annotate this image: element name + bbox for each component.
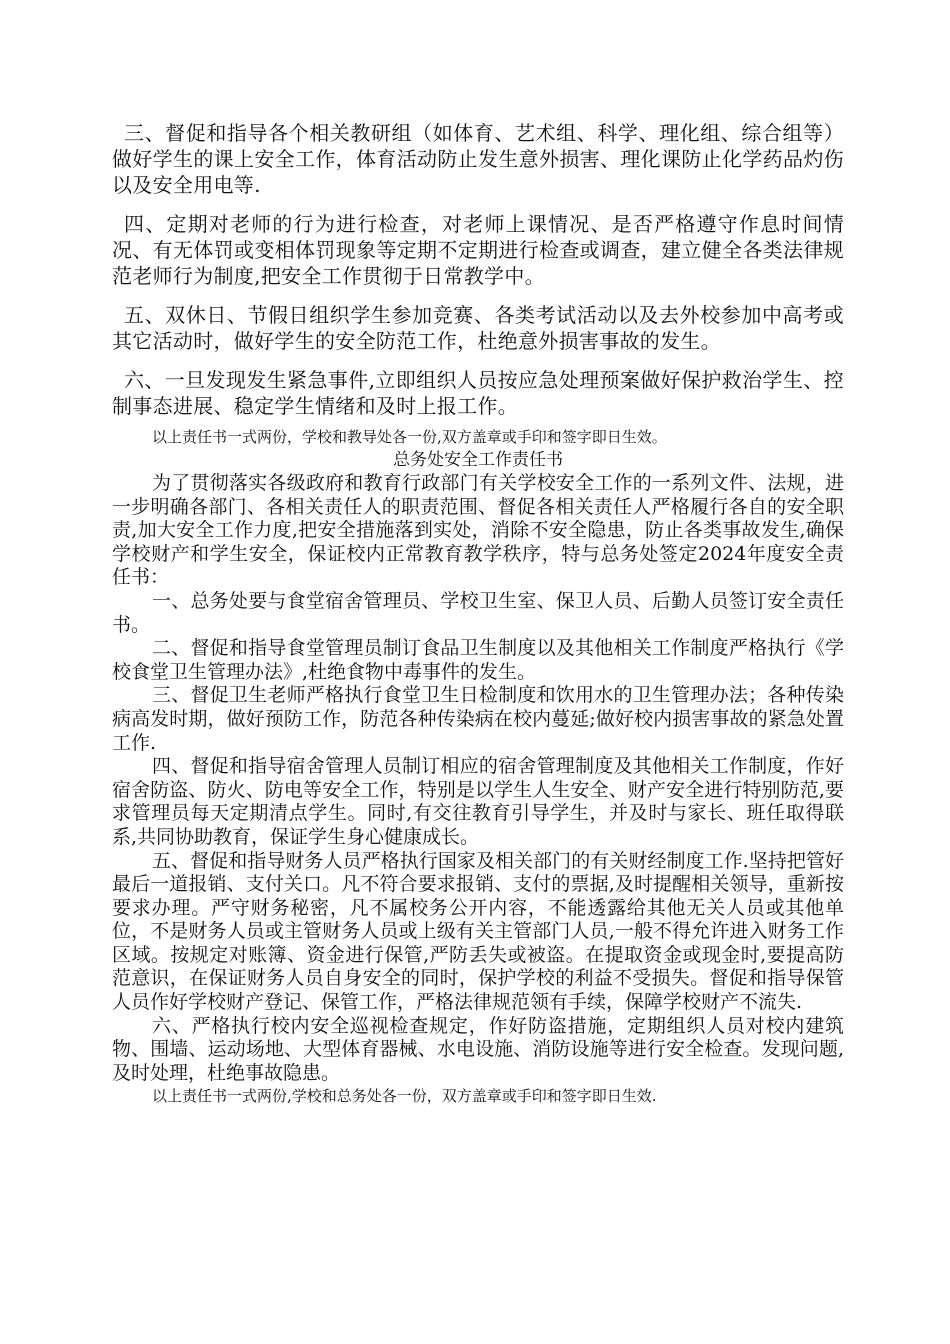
paragraph: 四、督促和指导宿舍管理人员制订相应的宿舍管理制度及其他相关工作制度，作好宿舍防盗、防火、防电等安全工作，特别是以学生人生安全、财产安全进行特别防范,要求管理员每天定期清点学生。同时,有交往教育引导学生，并及时与家长、班任取得联系,共同协助教育，保证学生身心健康成长。 bbox=[112, 755, 844, 848]
paragraph: 六、一旦发现发生紧急事件,立即组织人员按应急处理预案做好保护救治学生、控制事态进展、稳定学生情绪和及时上报工作。 bbox=[112, 368, 844, 418]
paragraph: 五、督促和指导财务人员严格执行国家及相关部门的有关财经制度工作.坚持把管好最后一道报销、支付关口。凡不符合要求报销、支付的票据,及时提醒相关领导，重新按要求办理。严守财务秘密，凡不属校务公开内容，不能透露给其他无关人员或其他单位，不是财务人员或主管财务人员或上级有关主管部门人员,一般不得允许进入财务工作区域。按规定对账簿、资金进行保管,严防丢失或被盗。在提取资金或现金时,要提高防范意识，在保证财务人员自身安全的同时，保护学校的利益不受损失。督促和指导保管人员作好学校财产登记、保管工作，严格法律规范领有手续，保障学校财产不流失. bbox=[112, 849, 844, 1014]
paragraph: 六、严格执行校内安全巡视检查规定，作好防盗措施，定期组织人员对校内建筑物、围墙、运动场地、大型体育器械、水电设施、消防设施等进行安全检查。发现问题,及时处理，杜绝事故隐患。 bbox=[112, 1014, 844, 1084]
paragraph: 三、督促卫生老师严格执行食堂卫生日检制度和饮用水的卫生管理办法；各种传染病高发时期，做好预防工作，防范各种传染病在校内蔓延;做好校内损害事故的紧急处置工作. bbox=[112, 684, 844, 754]
paragraph: 为了贯彻落实各级政府和教育行政部门有关学校安全工作的一系列文件、法规，进一步明确各部门、各相关责任人的职责范围、督促各相关责任人严格履行各自的安全职责,加大安全工作力度,把安全措施落到实处，消除不安全隐患，防止各类事故发生,确保学校财产和学生安全，保证校内正常教育教学秩序，特与总务处签定2024年度安全责任书： bbox=[112, 472, 844, 589]
paragraph: 五、双休日、节假日组织学生参加竞赛、各类考试活动以及去外校参加中高考或其它活动时，做好学生的安全防范工作，杜绝意外损害事故的发生。 bbox=[112, 303, 844, 353]
closing-note: 以上责任书一式两份,学校和总务处各一份，双方盖章或手印和签字即日生效. bbox=[152, 1087, 657, 1106]
section-general-affairs-responsibility bbox=[112, 426, 844, 1107]
paragraph: 一、总务处要与食堂宿舍管理员、学校卫生室、保卫人员、后勤人员签订安全责任书。 bbox=[112, 589, 844, 636]
paragraph: 二、督促和指导食堂管理员制订食品卫生制度以及其他相关工作制度严格执行《学校食堂卫生管理办法》,杜绝食物中毒事件的发生。 bbox=[112, 637, 844, 683]
document-title: 总务处安全工作责任书 bbox=[393, 450, 563, 470]
paragraph: 三、督促和指导各个相关教研组（如体育、艺术组、科学、理化组、综合组等）做好学生的课上安全工作，体育活动防止发生意外损害、理化课防止化学药品灼伤以及安全用电等. bbox=[112, 121, 844, 197]
closing-note: 以上责任书一式两份，学校和教导处各一份,双方盖章或手印和签字即日生效。 bbox=[152, 428, 667, 446]
paragraph: 四、定期对老师的行为进行检查，对老师上课情况、是否严格遵守作息时间情况、有无体罚或变相体罚现象等定期不定期进行检查或调查，建立健全各类法律规范老师行为制度,把安全工作贯彻于日常教学中。 bbox=[112, 212, 844, 288]
section-academic-affairs-duties bbox=[112, 120, 844, 432]
